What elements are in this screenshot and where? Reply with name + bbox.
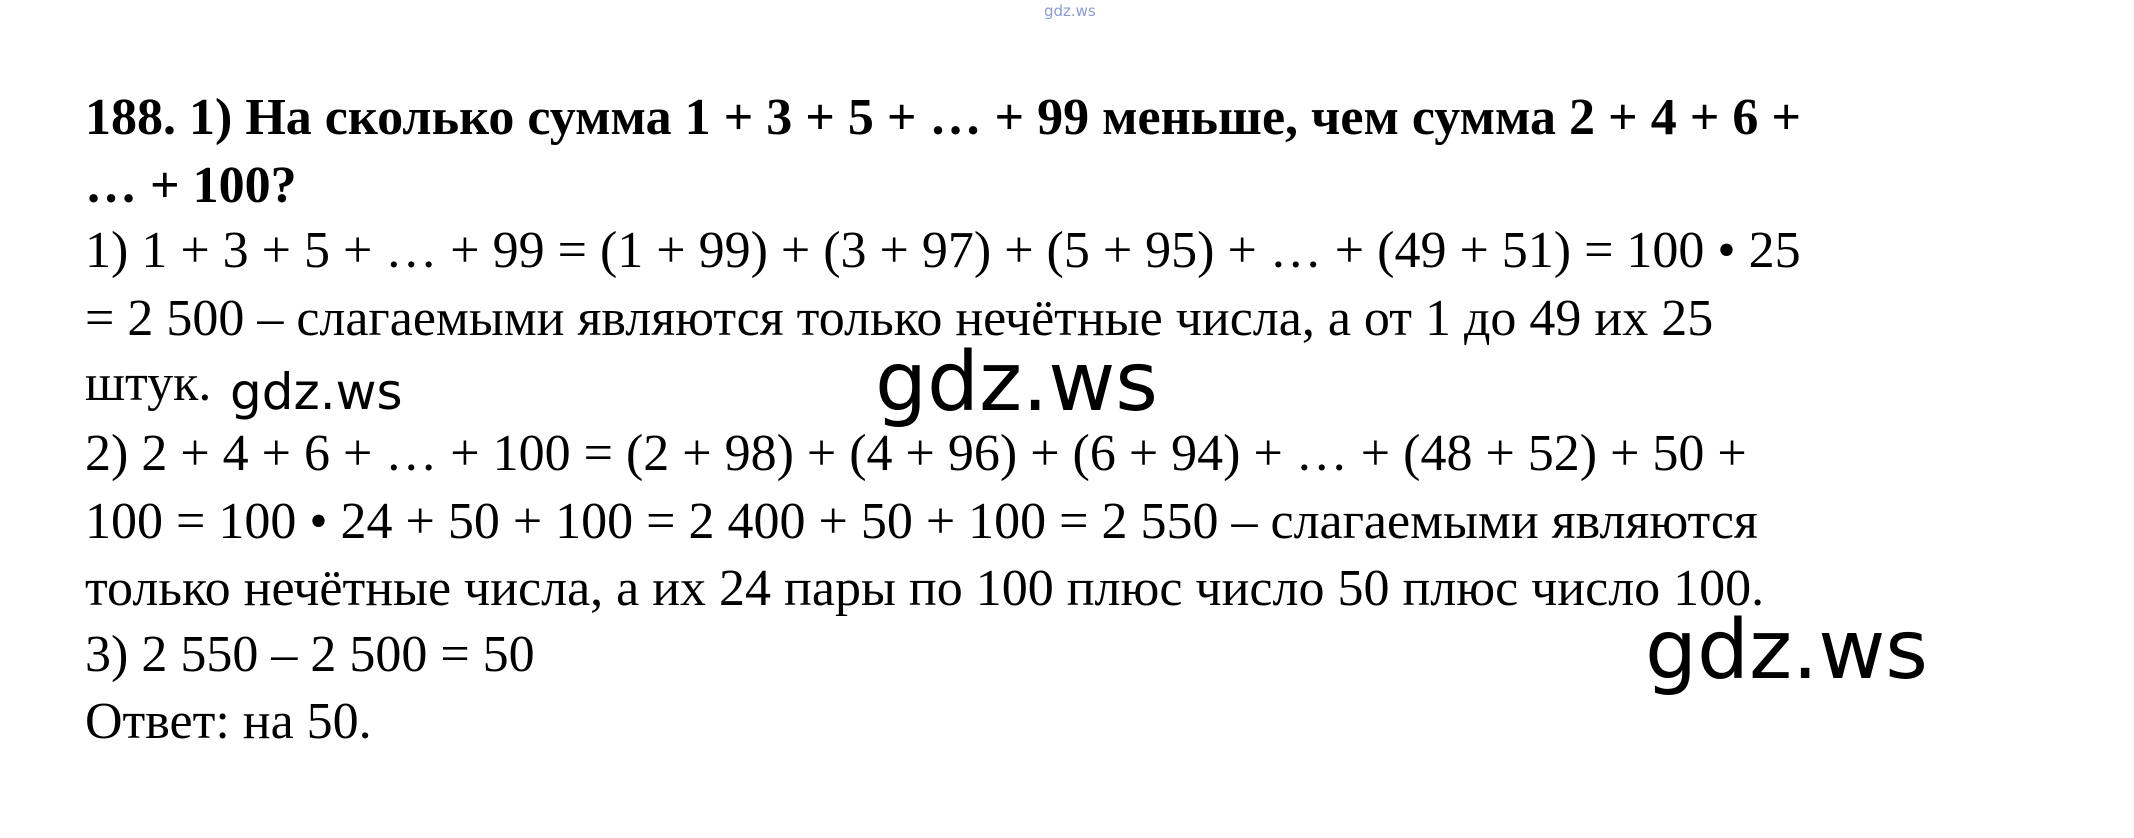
solution-line: штук. xyxy=(85,355,212,412)
answer-line: Ответ: на 50. xyxy=(85,693,372,750)
solution-line: только нечётные числа, а их 24 пары по 100 плюс число 50 плюс число 100. xyxy=(85,560,1765,617)
task-title-line-1: 188. 1) На сколько сумма 1 + 3 + 5 + … + 99 меньше, чем сумма 2 + 4 + 6 + xyxy=(85,89,1801,146)
solution-line: 2) 2 + 4 + 6 + … + 100 = (2 + 98) + (4 + 96) + (6 + 94) + … + (48 + 52) + 50 + xyxy=(85,425,1747,482)
solution-line: = 2 500 – слагаемыми являются только нечётные числа, а от 1 до 49 их 25 xyxy=(85,290,1714,347)
watermark-middle: gdz.ws xyxy=(875,335,1158,430)
watermark-small: gdz.ws xyxy=(230,363,403,421)
solution-line: 1) 1 + 3 + 5 + … + 99 = (1 + 99) + (3 + 97) + (5 + 95) + … + (49 + 51) = 100 • 25 xyxy=(85,222,1801,279)
task-title-line-2: … + 100? xyxy=(85,157,297,214)
watermark-right: gdz.ws xyxy=(1645,603,1928,698)
solution-line: 100 = 100 • 24 + 50 + 100 = 2 400 + 50 + 100 = 2 550 – слагаемыми являются xyxy=(85,493,1758,550)
site-mark-top: gdz.ws xyxy=(1044,2,1096,20)
solution-line: 3) 2 550 – 2 500 = 50 xyxy=(85,626,535,683)
